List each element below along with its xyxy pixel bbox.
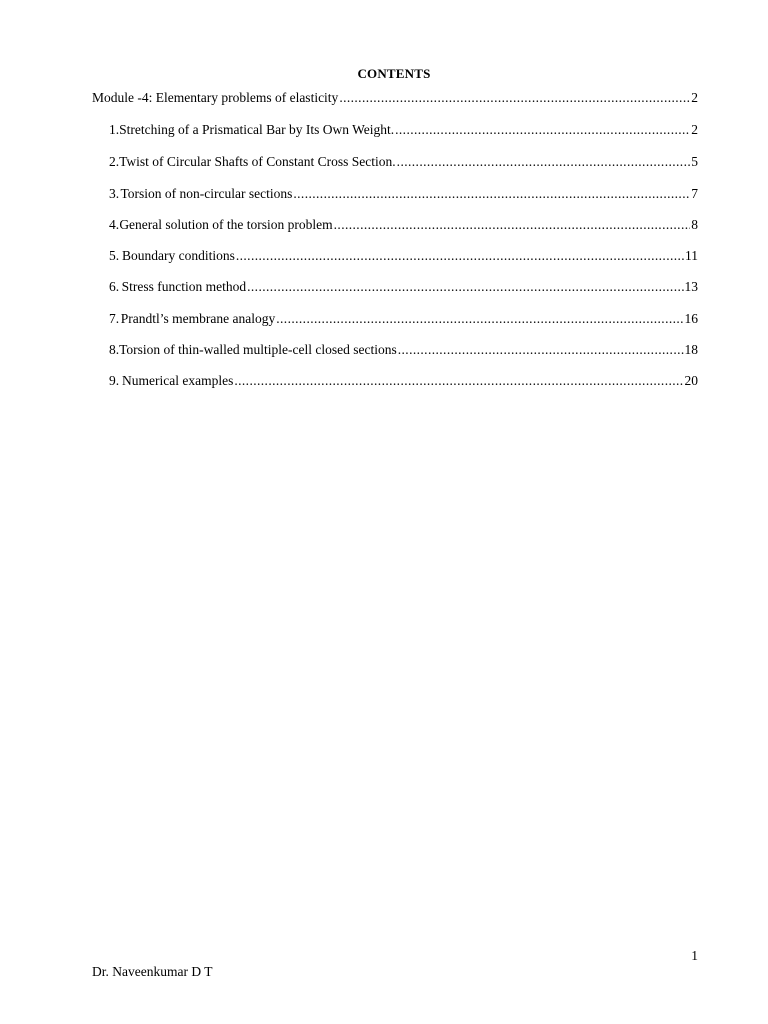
toc-leader-dots	[398, 342, 684, 358]
toc-entry	[109, 154, 698, 170]
toc-leader-dots	[247, 279, 683, 295]
toc-entry-text: Prandtl’s membrane analogy	[120, 311, 276, 326]
toc-entry-page: 20	[684, 373, 698, 388]
toc-entry-page: 16	[684, 311, 698, 326]
toc-entry-number: 3.	[109, 186, 120, 201]
toc-entry-text: Torsion of thin-walled multiple-cell closed sections	[119, 342, 397, 357]
footer-author: Dr. Naveenkumar D T	[92, 964, 213, 979]
toc-entry-text: Stress function method	[121, 279, 247, 294]
toc-entry-number: 5.	[109, 248, 120, 263]
toc-entry-page: 2	[691, 122, 698, 137]
toc-entry-page: 5	[691, 154, 698, 169]
toc-leader-dots	[395, 122, 690, 138]
toc-entry-page: 13	[684, 279, 698, 294]
toc-entry	[109, 279, 698, 295]
toc-module-text: Module -4: Elementary problems of elasticity	[92, 90, 339, 105]
toc-entry	[109, 122, 698, 138]
toc-entry-number: 8.	[109, 342, 120, 357]
toc-module-line	[92, 90, 698, 106]
toc-entry	[109, 342, 698, 358]
toc-entry-number: 2.	[109, 154, 120, 169]
toc-entry-page: 8	[691, 217, 698, 232]
toc-entry-text: General solution of the torsion problem	[119, 217, 333, 232]
toc-entry	[109, 186, 698, 202]
toc-entry-text: Twist of Circular Shafts of Constant Cross Section.	[119, 154, 396, 169]
toc-leader-dots	[334, 217, 691, 233]
toc-leader-dots	[236, 248, 684, 264]
toc-module-page: 2	[691, 90, 698, 105]
toc-entry-page: 11	[685, 248, 698, 263]
toc-entry	[109, 217, 698, 233]
toc-entry	[109, 248, 698, 264]
toc-entry	[109, 373, 698, 389]
toc-leader-dots	[234, 373, 683, 389]
toc-leader-dots	[397, 154, 691, 170]
toc-entry-page: 18	[684, 342, 698, 357]
toc-entry-number: 6.	[109, 279, 120, 294]
toc-leader-dots	[293, 186, 690, 202]
toc-leader-dots	[276, 311, 683, 327]
toc-entry-number: 9.	[109, 373, 120, 388]
page-number: 1	[691, 948, 698, 963]
toc-entry-number: 4.	[109, 217, 120, 232]
toc-entry-text: Torsion of non-circular sections	[120, 186, 293, 201]
toc-entry-text: Numerical examples	[122, 373, 234, 388]
toc-entry-number: 7.	[109, 311, 120, 326]
toc-entry	[109, 311, 698, 327]
toc-entry-page: 7	[691, 186, 698, 201]
toc-entry-number: 1.	[109, 122, 120, 137]
page-title: CONTENTS	[357, 66, 431, 81]
toc-entry-text: Stretching of a Prismatical Bar by Its Own Weight.	[119, 122, 395, 137]
toc-entry-text: Boundary conditions	[121, 248, 235, 263]
toc-leader-dots	[339, 90, 690, 106]
